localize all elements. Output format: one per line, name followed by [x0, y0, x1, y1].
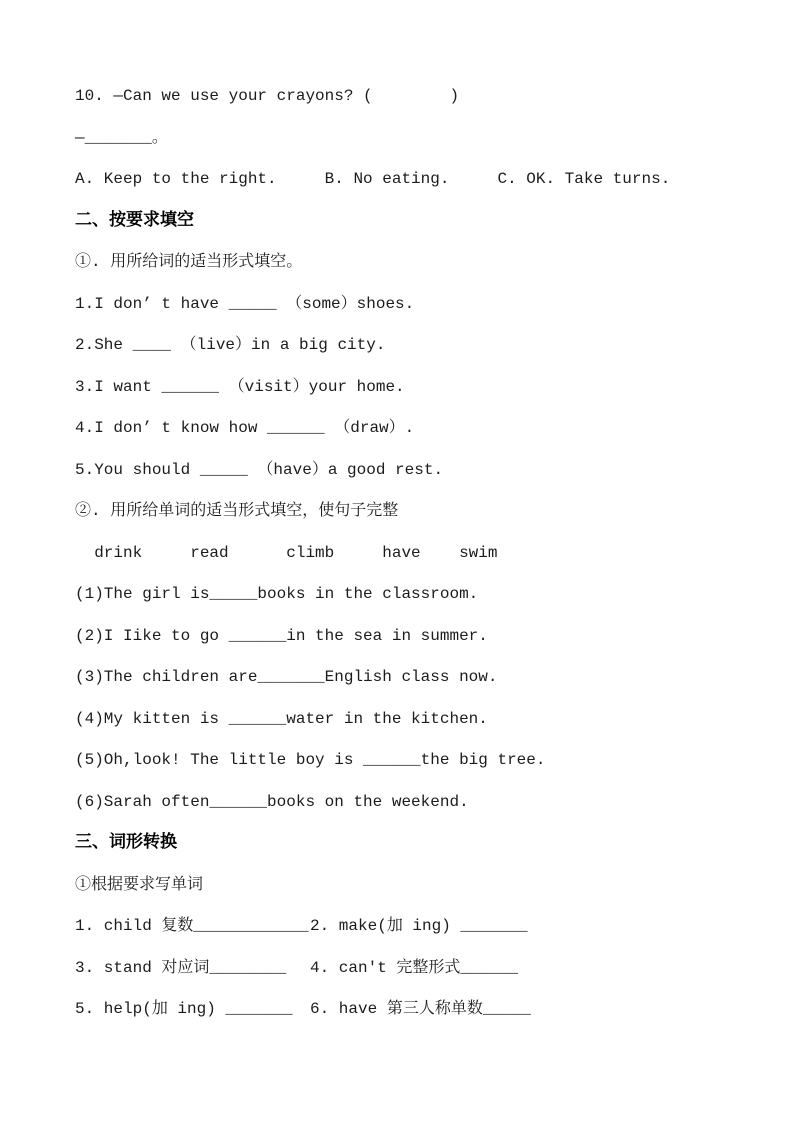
wordform-item-left: 3. stand 对应词________ [75, 958, 287, 977]
fill-blank-item: (4)My kitten is ______water in the kitchen. [75, 709, 488, 728]
section-2-part-1-title: ①. 用所给词的适当形式填空。 [75, 253, 303, 271]
wordform-row [75, 989, 763, 1031]
fill-blank-item: 5.You should _____ （have）a good rest. [75, 460, 444, 479]
wordform-item-right: 2. make(加 ing) _______ [310, 917, 528, 935]
section-2-heading: 二、按要求填空 [75, 211, 194, 231]
section-3-heading: 三、词形转换 [75, 834, 177, 853]
wordform-row [75, 948, 763, 990]
fill-blank-item: (5)Oh,look! The little boy is ______the big tree. [75, 751, 546, 769]
word-bank: drink read climb have swim [75, 543, 498, 562]
fill-blank-item: (2)I Iike to go ______in the sea in summer. [75, 626, 488, 645]
question-10-prompt: 10. —Can we use your crayons? ( ) [75, 87, 460, 105]
fill-blank-item: (3)The children are_______English class now. [75, 668, 498, 686]
wordform-row [75, 906, 763, 948]
wordform-item-left: 5. help(加 ing) _______ [75, 1000, 293, 1018]
wordform-item-right: 6. have 第三人称单数_____ [310, 1000, 531, 1018]
question-10-options: A. Keep to the right. B. No eating. C. OK. Take turns. [75, 170, 671, 188]
wordform-item-left: 1. child 复数____________ [75, 917, 309, 935]
wordform-item-right: 4. can't 完整形式______ [310, 958, 519, 977]
fill-blank-item: (1)The girl is_____books in the classroom. [75, 585, 479, 603]
section-2-part-2-title: ②. 用所给单词的适当形式填空，使句子完整 [75, 502, 399, 520]
fill-blank-item: 1.I don’ t have _____ （some）shoes. [75, 294, 415, 313]
fill-blank-item: 4.I don’ t know how ______ （draw）. [75, 419, 415, 437]
fill-blank-item: (6)Sarah often______books on the weekend. [75, 792, 469, 811]
fill-blank-item: 3.I want ______ （visit）your home. [75, 377, 405, 396]
fill-blank-item: 2.She ____ （live）in a big city. [75, 336, 386, 354]
worksheet-content [75, 76, 763, 1031]
section-3-subtitle: ①根据要求写单词 [75, 875, 204, 894]
question-10-answer-blank: —_______。 [75, 128, 168, 147]
